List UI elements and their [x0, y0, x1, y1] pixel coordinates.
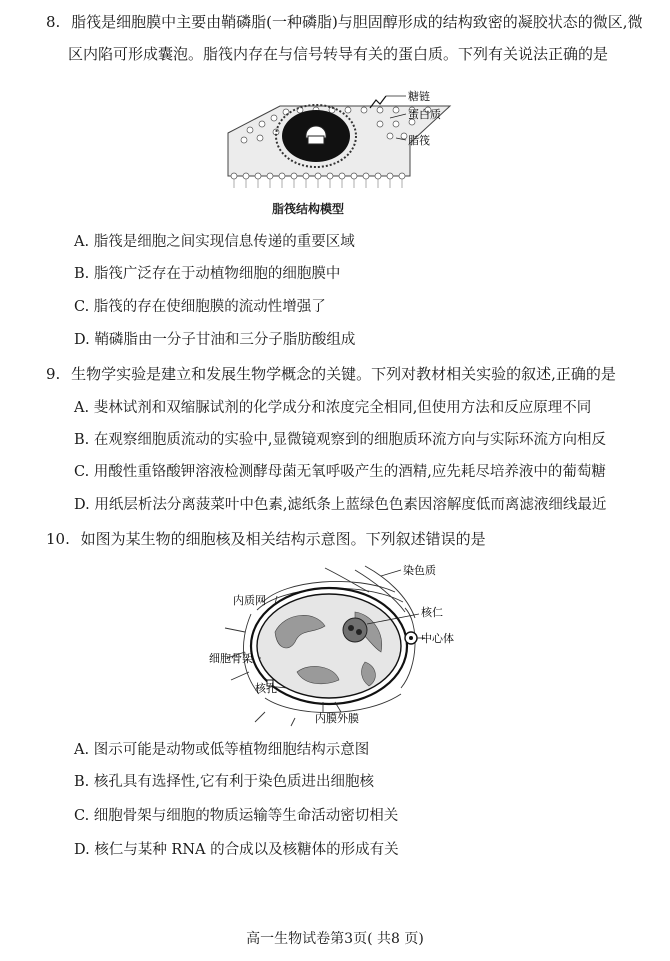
question-stem: 生物学实验是建立和发展生物学概念的关键。下列对教材相关实验的叙述,正确的是: [71, 365, 616, 383]
label-protein: 蛋白质: [408, 108, 441, 121]
lipid-raft-figure: [220, 78, 460, 218]
option-d: D. 鞘磷脂由一分子甘油和三分子脂肪酸组成: [74, 332, 356, 348]
option-c: C. 用酸性重铬酸钾溶液检测酵母菌无氧呼吸产生的酒精,应先耗尽培养液中的葡萄糖: [74, 464, 606, 480]
figure-caption: 脂筏结构模型: [272, 202, 345, 216]
question-stem: 如图为某生物的细胞核及相关结构示意图。下列叙述错误的是: [80, 530, 486, 548]
label-sugar-chain: 糖链: [408, 90, 430, 103]
option-d: D. 用纸层析法分离菠菜叶中色素,滤纸条上蓝绿色色素因溶解度低而离滤液细线最近: [74, 497, 607, 513]
question-number: 10.: [46, 530, 70, 548]
question-number: 8.: [46, 13, 61, 31]
label-chromatin: 染色质: [403, 564, 436, 577]
label-nuclear-pore: 核孔: [255, 682, 277, 695]
label-membranes: 内膜外膜: [315, 712, 359, 725]
option-c: C. 细胞骨架与细胞的物质运输等生命活动密切相关: [74, 808, 399, 824]
label-nucleolus: 核仁: [421, 606, 443, 619]
option-a: A. 脂筏是细胞之间实现信息传递的重要区域: [74, 234, 355, 250]
option-a: A. 斐林试剂和双缩脲试剂的化学成分和浓度完全相同,但使用方法和反应原理不同: [74, 400, 592, 416]
page-footer: 高一生物试卷第3页( 共8 页): [246, 931, 424, 947]
label-lipid-raft: 脂筏: [408, 134, 430, 147]
nucleus-figure: [205, 562, 465, 727]
option-c: C. 脂筏的存在使细胞膜的流动性增强了: [74, 299, 326, 315]
question-stem-line-1: 脂筏是细胞膜中主要由鞘磷脂(一种磷脂)与胆固醇形成的结构致密的凝胶状态的微区,微: [71, 13, 643, 31]
option-d: D. 核仁与某种 RNA 的合成以及核糖体的形成有关: [74, 842, 399, 858]
label-er: 内质网: [233, 594, 266, 607]
question-stem-line-2: 区内陷可形成囊泡。脂筏内存在与信号转导有关的蛋白质。下列有关说法正确的是: [68, 45, 609, 63]
option-b: B. 在观察细胞质流动的实验中,显微镜观察到的细胞质环流方向与实际环流方向相反: [74, 432, 606, 448]
option-b: B. 脂筏广泛存在于动植物细胞的细胞膜中: [74, 266, 341, 282]
label-cytoskeleton: 细胞骨架: [209, 652, 253, 665]
option-a: A. 图示可能是动物或低等植物细胞结构示意图: [74, 742, 370, 758]
option-b: B. 核孔具有选择性,它有利于染色质进出细胞核: [74, 774, 374, 790]
question-number: 9.: [46, 365, 61, 383]
label-centrosome: 中心体: [421, 632, 454, 645]
